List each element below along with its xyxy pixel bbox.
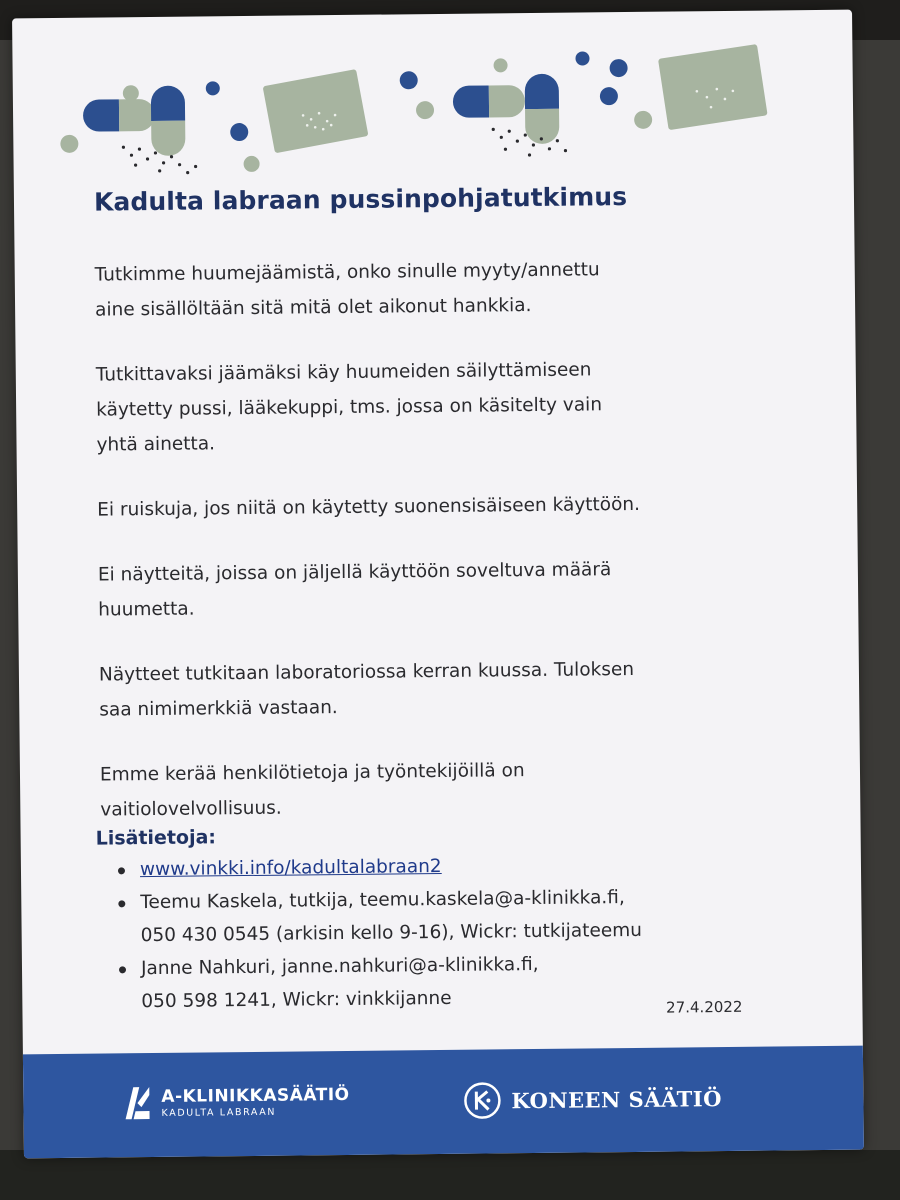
paragraph-privacy	[100, 750, 781, 827]
contact-line: Teemu Kaskela, tutkija, teemu.kaskela@a-klinikka.fi,	[140, 887, 625, 914]
paragraph-testing-schedule	[99, 650, 780, 727]
bullet-icon	[119, 966, 126, 973]
pill-capsule-icon	[453, 85, 525, 118]
paragraph-line: Ei näytteitä, joissa on jäljellä käyttöön soveltuva määrä	[97, 559, 612, 586]
paragraph-line: Tutkimme huumejäämistä, onko sinulle myyty/annettu	[94, 259, 600, 286]
bullet-icon	[118, 900, 125, 907]
a-klinikka-name: A-KLINIKKASÄÄTIÖ	[161, 1084, 350, 1107]
body-text	[95, 250, 781, 857]
pill-capsule-icon	[151, 86, 186, 156]
more-info-heading: Lisätietoja:	[95, 826, 217, 850]
paragraph-intro	[95, 250, 776, 327]
contact-line: Janne Nahkuri, janne.nahkuri@a-klinikka.fi,	[140, 953, 539, 980]
koneen-saatio-logo	[463, 1079, 722, 1120]
pill-decoration	[12, 10, 854, 189]
paragraph-no-syringes	[97, 485, 777, 527]
paragraph-line: Näytteet tutkitaan laboratoriossa kerran kuussa. Tuloksen	[98, 658, 635, 686]
contact-line: 050 430 0545 (arkisin kello 9-16), Wickr: tutkijateemu	[140, 919, 643, 947]
list-item	[96, 879, 797, 952]
page-title: Kadulta labraan pussinpohjatutkimus	[93, 181, 628, 217]
paragraph-line: Tutkittavaksi jäämäksi käy huumeiden säilyttämiseen	[95, 359, 592, 386]
paragraph-line: käytetty pussi, lääkekuppi, tms. jossa on käsitelty vain	[96, 394, 603, 421]
paragraph-line: yhtä ainetta.	[96, 433, 216, 456]
paragraph-line: aine sisällöltään sitä mitä olet aikonut hankkia.	[95, 295, 532, 321]
flyer-paper	[12, 10, 864, 1159]
document-date: 27.4.2022	[666, 997, 743, 1017]
paragraph-line: saa nimimerkkiä vastaan.	[99, 697, 338, 721]
a-klinikka-mark-icon	[123, 1085, 151, 1121]
footer-logo-band	[23, 1046, 864, 1159]
pill-capsule-icon	[83, 99, 155, 132]
paragraph-sample-types	[96, 350, 777, 462]
paragraph-no-usable-amounts	[98, 550, 779, 627]
paragraph-line: huumetta.	[98, 598, 195, 621]
a-klinikka-subtitle: KADULTA LABRAAN	[161, 1106, 277, 1119]
a-klinikka-logo	[123, 1083, 350, 1121]
powder-bag-icon	[262, 69, 368, 154]
paragraph-line: Ei ruiskuja, jos niitä on käytetty suonensisäiseen käyttöön.	[97, 493, 641, 521]
bullet-icon	[118, 867, 125, 874]
pill-capsule-icon	[525, 74, 560, 144]
background-bottom	[0, 1150, 900, 1200]
paragraph-line: vaitiolovelvollisuus.	[100, 797, 282, 821]
paragraph-line: Emme kerää henkilötietoja ja työntekijöillä on	[99, 760, 525, 786]
more-info-section	[96, 820, 798, 1018]
koneen-saatio-name: KONEEN SÄÄTIÖ	[511, 1085, 723, 1113]
koneen-emblem-icon	[463, 1081, 501, 1119]
contact-line: 050 598 1241, Wickr: vinkkijanne	[141, 987, 452, 1013]
contact-list	[96, 846, 798, 1018]
powder-bag-icon	[658, 44, 768, 130]
website-link[interactable]: www.vinkki.info/kadultalabraan2	[139, 855, 442, 881]
